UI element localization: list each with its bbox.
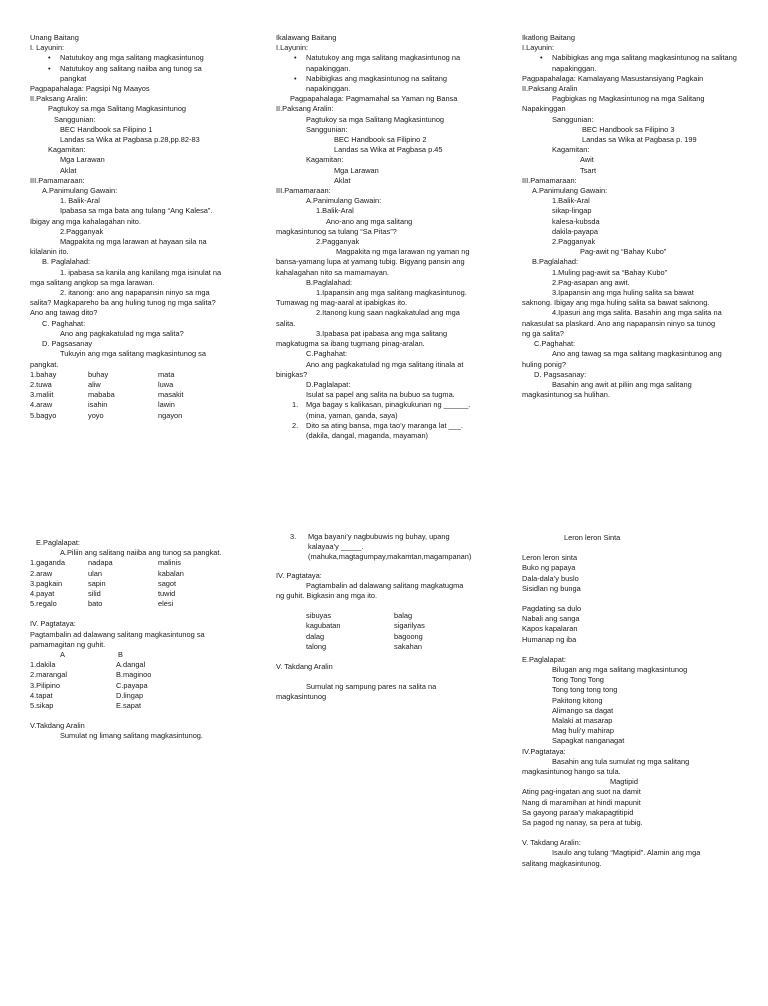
word-pair: dakila-payapa — [552, 226, 599, 236]
match-row: 2.marangal B.maginoo — [30, 670, 152, 680]
choices: (mina, yaman, ganda, saya) — [306, 410, 398, 420]
pagganyak-label: 2.Pagganyak — [552, 237, 596, 247]
body-text: Magpakita ng mga larawan at hayaan sila na — [60, 237, 207, 247]
grade-heading: Ikatlong Baitang — [522, 33, 576, 42]
body-text: pangkat. — [30, 359, 59, 369]
match-row: 3.Pilipino C.payapa — [30, 680, 148, 690]
takdang-label: V. Takdang Aralin — [276, 662, 333, 672]
body-text: 1.Muling pag-awit sa “Bahay Kubo” — [552, 267, 668, 277]
grade-heading: Unang Baitang — [30, 33, 79, 42]
pamamaraan-label: III.Pamamaraan: — [276, 186, 331, 196]
paksa-text: Napakinggan — [522, 104, 566, 114]
song-line: Dala-dala’y buslo — [522, 573, 579, 583]
word-pair: kalesa-kubsda — [552, 216, 600, 226]
choice-row: 4.payat silid tuwid — [30, 589, 176, 599]
word-pair: sikap-lingap — [552, 206, 592, 216]
body-text: 2. itanong: ano ang napapansin ninyo sa mga — [60, 288, 210, 298]
poem-line: Sapagkat nanganagat — [552, 736, 625, 746]
choice-row: 3.pagkain sapin sagot — [30, 578, 177, 588]
pamamaraan-label: III.Pamamaraan: — [522, 175, 577, 185]
material: Awit — [580, 155, 594, 165]
paghahat-label: C.Paghahat: — [534, 339, 576, 349]
body-text: Pagtambalin ad dalawang salitang magkasintunog sa — [30, 629, 205, 639]
body-text: Ano-ano ang mga salitang — [326, 216, 413, 226]
body-text: 4.Ipasuri ang mga salita. Basahin ang mga salita na — [552, 308, 722, 318]
paglalahad-label: B.Paglalahad: — [306, 277, 353, 287]
match-row: 4.tapat D.lingap — [30, 690, 144, 700]
body-text: magkatugma sa ibang tugmang pinag-aralan. — [276, 339, 425, 349]
body-text: Isulat sa papel ang salita na bubuo sa tugma. — [306, 390, 455, 400]
body-text: Magpakita ng mga larawan ng yaman ng — [336, 247, 470, 257]
paglalahad-label: B.Paglalahad: — [532, 257, 579, 267]
body-text: Pag-awit ng “Bahay Kubo” — [580, 247, 667, 257]
choices: (mahuka,magtagumpay,makamtan,magampanan) — [308, 552, 472, 562]
objective-item: • Natutukoy ang salitang naiiba ang tunog sa — [30, 64, 266, 74]
drill-row: 1.bahay buhay mata — [30, 369, 175, 379]
song-line: Nabali ang sanga — [522, 614, 580, 624]
pagtataya-label: IV.Pagtataya: — [522, 746, 566, 756]
reference: Landas sa Wika at Pagbasa p.28,pp.82-83 — [60, 135, 200, 145]
objective-continuation: napakinggan. — [306, 63, 351, 73]
song-line: Buko ng papaya — [522, 563, 576, 573]
kagamitan-label: Kagamitan: — [552, 145, 590, 155]
body-text: Sumulat ng sampung pares na salita na — [306, 682, 437, 692]
body-text: bansa-yamang lupa at yamang tubig. Bigyang pansin ang — [276, 257, 465, 267]
left-top-column — [30, 33, 266, 421]
paksa-text: Pagbigkas ng Magkasintunog na mga Salitang — [552, 94, 705, 104]
choices: (dakila, dangal, maganda, mayaman) — [306, 430, 429, 440]
pagpapahalaga: Pagpapahalaga: Kamalayang Masustansiyang Pagkain — [522, 73, 704, 83]
match-header: A B — [60, 650, 123, 660]
body-text: saknong. Ibigay ang mga huling salita sa bawat saknong. — [522, 298, 710, 308]
objective-item: • Nabibigkas ang magkasintunog na salitang — [276, 74, 512, 84]
drill-row: 2.tuwa aliw luwa — [30, 379, 174, 389]
match-row: 5.sikap E.sapat — [30, 701, 142, 711]
paksa-label: II.Paksang Aralin — [522, 84, 578, 94]
paglalapat-label: E.Paglalapat: — [36, 538, 80, 547]
objective-continuation: pangkat — [60, 73, 87, 83]
body-text: kilalanin ito. — [30, 247, 69, 257]
match-row: sibuyas balag — [306, 611, 413, 621]
poem-line: Malaki at masarap — [552, 716, 613, 726]
material: Mga Larawan — [334, 165, 379, 175]
sanggunian-label: Sanggunian: — [54, 114, 96, 124]
song-line: Leron leron sinta — [522, 553, 578, 563]
body-text: Basahin ang tula sumulat ng mga salitang — [552, 756, 690, 766]
middle-bottom-column — [276, 532, 512, 703]
body-text: 2.Itanong kung saan nagkakatulad ang mga — [316, 308, 460, 318]
pagpapahalaga: Pagpapahalaga: Pagsipi Ng Maayos — [30, 84, 150, 94]
body-text: Sumulat ng limang salitang magkasintunog. — [60, 731, 203, 741]
body-text: Ano ang pagkakatulad ng mga salitang itinala at — [306, 359, 464, 369]
middle-top-column — [276, 33, 512, 441]
paksa-label: II.Paksang Aralin: — [276, 104, 334, 114]
poem-line: Ating pag-ingatan ang suot na damit — [522, 787, 641, 797]
choice-row: 5.regalo bato elesi — [30, 599, 174, 609]
body-text: pamamagitan ng guhit. — [30, 639, 106, 649]
paghahat-label: C. Paghahat: — [42, 318, 86, 328]
body-text: Ano ang pagkakatulad ng mga salita? — [60, 328, 184, 338]
paghahat-label: C.Paghahat: — [306, 349, 348, 359]
panimulang-label: A.Panimulang Gawain: — [42, 186, 118, 196]
body-text: Ipabasa sa mga bata ang tulang “Ang Kalesa”. — [60, 206, 213, 216]
numbered-item: 3. Mga bayani’y nagbubuwis ng buhay, upang — [290, 532, 450, 541]
poem-line: Sa pagod ng nanay, sa pera at tubig. — [522, 818, 643, 828]
pagganyak-label: 2.Pagganyak — [316, 237, 360, 247]
objective-continuation: napakinggan. — [306, 84, 351, 94]
body-text: 1. ipabasa sa kanila ang kanilang mga isinulat na — [60, 267, 222, 277]
numbered-item: 1. Mga bagay s kalikasan, pinagkukunan ng ______. — [292, 400, 471, 410]
match-row: talong sakahan — [306, 641, 422, 651]
poem-line: Pakitong kitong — [552, 695, 603, 705]
song-line: Kapos kapalaran — [522, 624, 578, 634]
numbered-item: 2. Dito sa ating bansa, mga tao’y maranga lat ___. — [292, 420, 463, 430]
objective-item: • Natutukoy ang mga salitang magkasintunog na — [276, 53, 512, 63]
body-text: 3.Ipapansin ang mga huling salita sa bawat — [552, 288, 694, 298]
poem-line: Nang di maramihan at hindi mapunit — [522, 797, 641, 807]
body-text: huling ponig? — [522, 359, 566, 369]
right-top-column — [522, 33, 762, 400]
material: Aklat — [334, 175, 351, 185]
body-text: Bilugan ang mga salitang magkasintunog — [552, 665, 688, 675]
grade-heading: Ikalawang Baitang — [276, 33, 337, 42]
left-bottom-column — [30, 538, 266, 742]
material: Aklat — [60, 165, 77, 175]
pagtataya-label: IV. Pagtataya: — [276, 570, 322, 580]
panimulang-label: A.Panimulang Gawain: — [532, 186, 608, 196]
pagpapahalaga: Pagpapahalaga: Pagmamahal sa Yaman ng Bansa — [290, 94, 458, 104]
poem-title: Magtipid — [610, 777, 638, 787]
pagtataya-label: IV. Pagtataya: — [30, 619, 76, 629]
reference: BEC Handbook sa Filipino 3 — [582, 124, 675, 134]
balik-aral-label: 1. Balik-Aral — [60, 196, 100, 206]
objective-item: • Nabibigkas ang mga salitang magkasintunog na salitang — [522, 53, 762, 63]
body-text: magkasintunog sa hulihan. — [522, 390, 610, 400]
paglalapat-label: D.Paglalapat: — [306, 379, 351, 389]
poem-line: Tong tong tong tong — [552, 685, 618, 695]
match-row: kagubatan sigarilyas — [306, 621, 425, 631]
body-text: magkasintunog sa tulang “Sa Pitas”? — [276, 226, 397, 236]
objective-continuation: napakinggan. — [552, 63, 597, 73]
layunin-label: I. Layunin: — [30, 43, 65, 53]
choice-row: 2.araw ulan kabalan — [30, 568, 184, 578]
body-text: nakasulat sa plaskard. Ano ang napapansin ninyo sa tunog — [522, 318, 716, 328]
body-text: magkasintunog hango sa tula. — [522, 767, 621, 777]
body-text: mga salitang angkop sa mga larawan. — [30, 277, 155, 287]
body-text: A.Piliin ang salitang naiiba ang tunog sa pangkat. — [60, 548, 222, 558]
balik-aral-label: 1.Balik-Aral — [316, 206, 354, 216]
poem-line: Tong Tong Tong — [552, 675, 604, 685]
body-text: Pagtambalin ad dalawang salitang magkatugma — [306, 580, 464, 590]
balik-aral-label: 1.Balik-Aral — [552, 196, 590, 206]
body-text: ng ga salita? — [522, 328, 564, 338]
layunin-label: I.Layunin: — [276, 43, 309, 53]
body-text: Ibigay ang mga kahalagahan nito. — [30, 216, 141, 226]
kagamitan-label: Kagamitan: — [48, 145, 86, 155]
sanggunian-label: Sanggunian: — [552, 114, 594, 124]
reference: BEC Handbook sa Filipino 1 — [60, 124, 153, 134]
pamamaraan-label: III.Pamamaraan: — [30, 175, 85, 185]
pagganyak-label: 2.Pagganyak — [60, 226, 104, 236]
poem-line: Mag huli’y mahirap — [552, 726, 615, 736]
pagsasanay-label: D. Pagsasanay — [42, 339, 93, 349]
takdang-label: V. Takdang Aralin: — [522, 838, 581, 848]
body-text: 2.Pag-asapan ang awit. — [552, 277, 630, 287]
drill-row: 5.bagyo yoyo ngayon — [30, 410, 183, 420]
body-text: Tumawag ng mag-aaral at ipabigkas ito. — [276, 298, 408, 308]
right-bottom-column — [522, 533, 762, 869]
match-row: dalag bagoong — [306, 631, 423, 641]
reference: Landas sa Wika at Pagbasa p. 199 — [582, 135, 697, 145]
panimulang-label: A.Panimulang Gawain: — [306, 196, 382, 206]
match-row: 1.dakila A.dangal — [30, 660, 146, 670]
reference: BEC Handbook sa Filipino 2 — [334, 135, 427, 145]
body-text: Tukuyin ang mga salitang magkasintunog sa — [60, 349, 206, 359]
song-title: Leron leron Sinta — [564, 533, 621, 542]
paksa-text: Pagtukoy sa mga Salitang Magkasintunog — [306, 114, 445, 124]
pagsasanay-label: D. Pagsasanay: — [534, 369, 587, 379]
paksa-text: Pagtukoy sa mga Salitang Magkasintunog — [48, 104, 187, 114]
takdang-label: V.Takdang Aralin — [30, 721, 85, 731]
choice-row: 1.gaganda nadapa malinis — [30, 558, 181, 568]
body-text: Ano ang tawag dito? — [30, 308, 98, 318]
kagamitan-label: Kagamitan: — [306, 155, 344, 165]
paglalapat-label: E.Paglalapat: — [522, 654, 566, 664]
body-text: 3.Ipabasa pat ipabasa ang mga salitang — [316, 328, 448, 338]
paksa-label: II.Paksang Aralin: — [30, 94, 88, 104]
body-text: magkasintunog — [276, 692, 327, 702]
layunin-label: I.Layunin: — [522, 43, 555, 53]
material: Mga Larawan — [60, 155, 105, 165]
body-text: 1.Ipapansin ang mga salitang magkasintunog. — [316, 288, 467, 298]
poem-line: Sa gayong paraa’y makapagtitipid — [522, 807, 634, 817]
sanggunian-label: Sanggunian: — [306, 124, 348, 134]
body-text: salita. — [276, 318, 296, 328]
body-text: salita? Magkapareho ba ang huling tunog ng mga salita? — [30, 298, 216, 308]
song-line: Humanap ng iba — [522, 634, 577, 644]
song-line: Sisidlan ng bunga — [522, 583, 581, 593]
poem-line: Alimango sa dagat — [552, 705, 614, 715]
drill-row: 3.maliit mababa masakit — [30, 390, 184, 400]
body-text: Ano ang tawag sa mga salitang magkasintunog ang — [552, 349, 722, 359]
body-text: binigkas? — [276, 369, 308, 379]
material: Tsart — [580, 165, 597, 175]
objective-item: • Natutukoy ang mga salitang magkasintunog — [30, 53, 266, 63]
reference: Landas sa Wika at Pagbasa p.45 — [334, 145, 443, 155]
song-line: Pagdating sa dulo — [522, 604, 582, 614]
body-text: kalayaa’y _____. — [308, 542, 364, 552]
body-text: ng guhit. Bigkasin ang mga ito. — [276, 591, 378, 601]
body-text: salitang magkasintunog. — [522, 858, 602, 868]
body-text: Basahin ang awit at piliin ang mga salitang — [552, 379, 692, 389]
body-text: kahalagahan nito sa mamamayan. — [276, 267, 389, 277]
body-text: Isaulo ang tulang “Magtipid”. Alamin ang mga — [552, 848, 701, 858]
drill-row: 4.araw isahin lawin — [30, 400, 175, 410]
paglalahad-label: B. Paglalahad: — [42, 257, 91, 267]
